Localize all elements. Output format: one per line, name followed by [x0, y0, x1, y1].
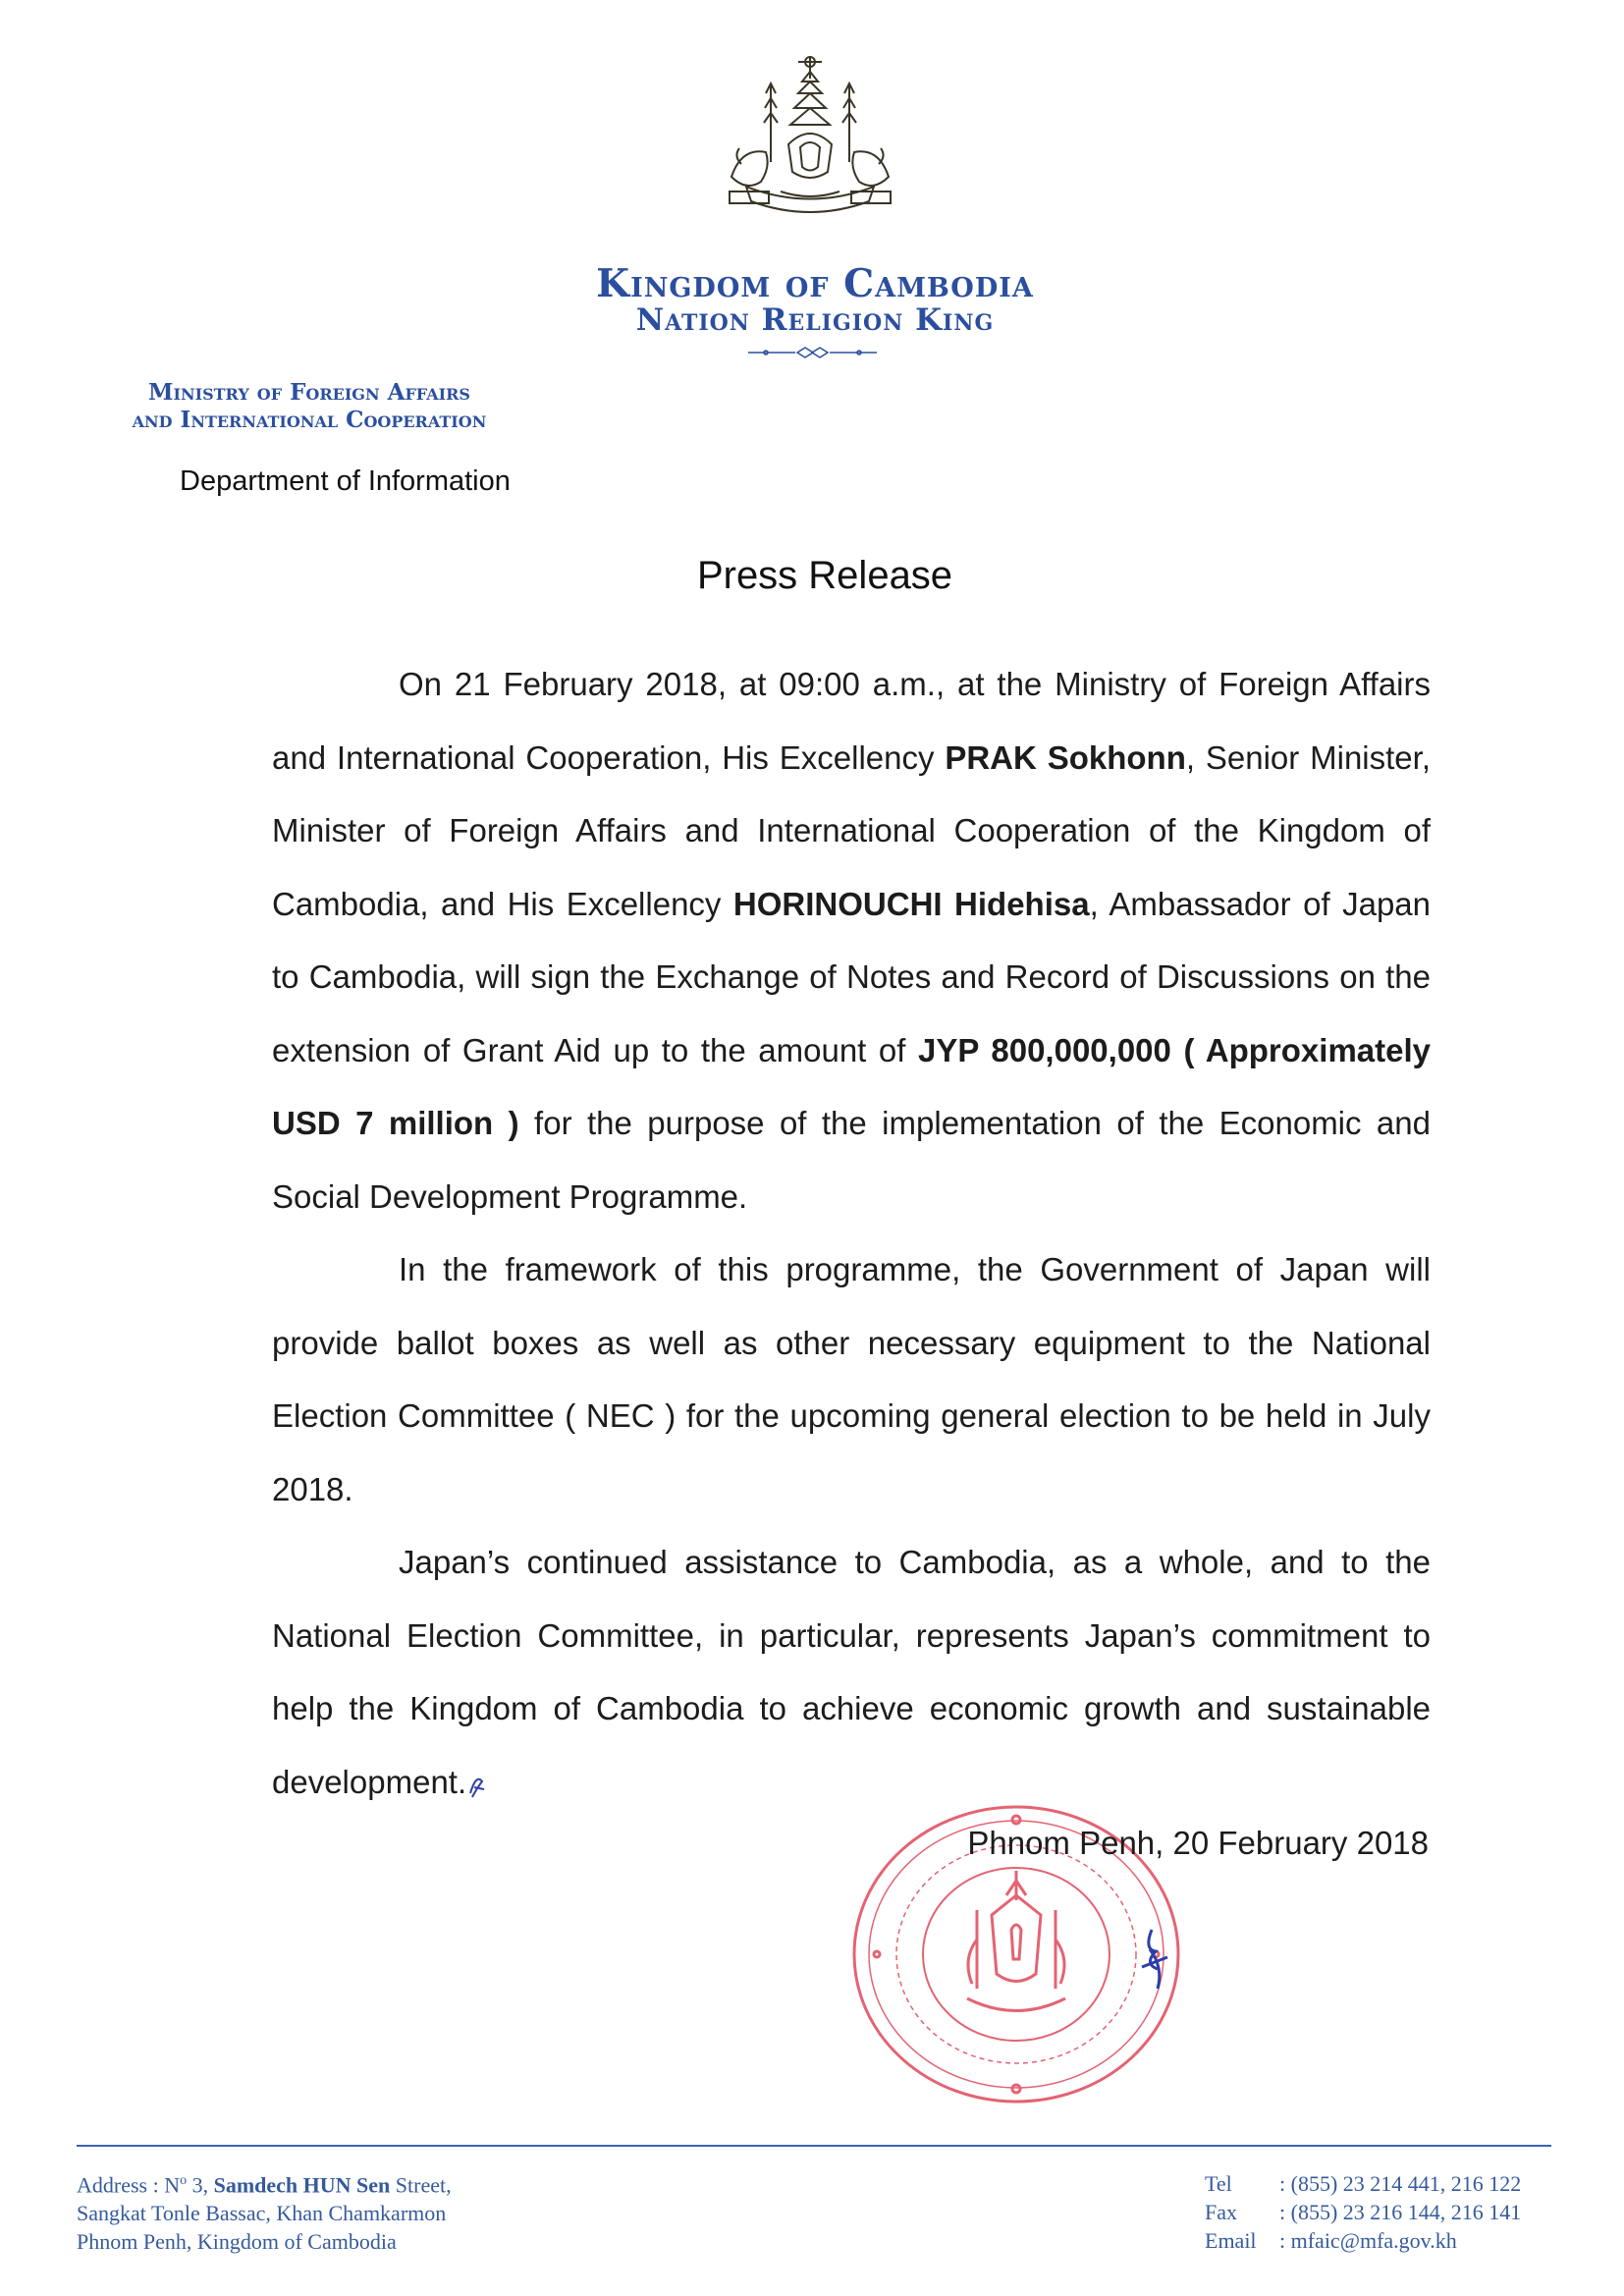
- minister-name: PRAK Sokhonn: [945, 738, 1186, 776]
- royal-arms-emblem: [712, 54, 908, 231]
- paragraph-3-text: Japan’s continued assistance to Cambodia, as a whole, and to the National Election Committee, in particular, represents Japan’s commitment to help the Kingdom of Cambodia to achieve economic growth and sustainable development.: [272, 1544, 1431, 1800]
- address-line-1: [77, 2166, 452, 2199]
- fax-value: : (855) 23 216 144, 216 141: [1279, 2200, 1522, 2224]
- street-suffix: Street,: [390, 2172, 452, 2198]
- paragraph-1-text: for the purpose of the implementation of the Economic and Social Development Programme.: [272, 1105, 1431, 1215]
- grant-amount: JYP 800,000,000 ( Approximately USD 7 million ): [272, 1031, 1432, 1141]
- kingdom-title: Kingdom of Cambodia: [596, 261, 1034, 306]
- paragraph-1: [272, 648, 1431, 1233]
- address-superscript: o: [180, 2173, 188, 2188]
- email-value: : mfaic@mfa.gov.kh: [1279, 2228, 1457, 2253]
- ministry-name-line2: and International Cooperation: [132, 407, 487, 433]
- department-name: Department of Information: [180, 465, 511, 497]
- footer-divider: [77, 2145, 1551, 2147]
- paragraph-1-text: On 21 February 2018, at 09:00 a.m., at the Ministry of Foreign Affairs and International Cooperation, His Excellency: [272, 666, 1431, 776]
- paragraph-1-text: , Senior Minister, Minister of Foreign Affairs and International Cooperation of the Kingdom of Cambodia, and His Excellency: [272, 738, 1431, 922]
- paragraph-2: In the framework of this programme, the Government of Japan will provide ballot boxes as well as other necessary equipment to the National Election Committee ( NEC ) for the upcoming general election to be held in July 2018.: [272, 1251, 1431, 1507]
- email-row: [1205, 2226, 1521, 2255]
- ambassador-name: HORINOUCHI Hidehisa: [732, 885, 1090, 922]
- document-title: Press Release: [696, 554, 953, 597]
- footer-contact: [1205, 2169, 1521, 2255]
- paragraph-1-text: , Ambassador of Japan to Cambodia, will sign the Exchange of Notes and Record of Discussions on the extension of Grant Aid up to the amount of: [272, 885, 1432, 1068]
- tel-row: [1205, 2169, 1521, 2198]
- tel-label: Tel: [1205, 2171, 1232, 2196]
- footer-address: [77, 2166, 452, 2256]
- address-number: 3,: [187, 2172, 214, 2198]
- address-line-3: Phnom Penh, Kingdom of Cambodia: [77, 2229, 397, 2255]
- tel-value: : (855) 23 214 441, 216 122: [1279, 2171, 1522, 2196]
- press-release-body: [272, 648, 1431, 1819]
- nation-motto: Nation Religion King: [635, 302, 995, 338]
- address-line-2: Sangkat Tonle Bassac, Khan Chamkarmon: [77, 2201, 447, 2226]
- street-name: Samdech HUN Sen: [213, 2172, 391, 2198]
- email-label: Email: [1205, 2228, 1257, 2253]
- fax-label: Fax: [1205, 2200, 1237, 2224]
- initial-mark-icon: [466, 1772, 488, 1799]
- place-and-date: Phnom Penh, 20 February 2018: [967, 1825, 1429, 1861]
- ornament-divider: [746, 346, 879, 359]
- fax-row: [1205, 2198, 1521, 2226]
- paragraph-3: [272, 1526, 1431, 1819]
- address-label: Address : N: [77, 2172, 181, 2198]
- ministry-name-line1: Ministry of Foreign Affairs: [148, 379, 470, 406]
